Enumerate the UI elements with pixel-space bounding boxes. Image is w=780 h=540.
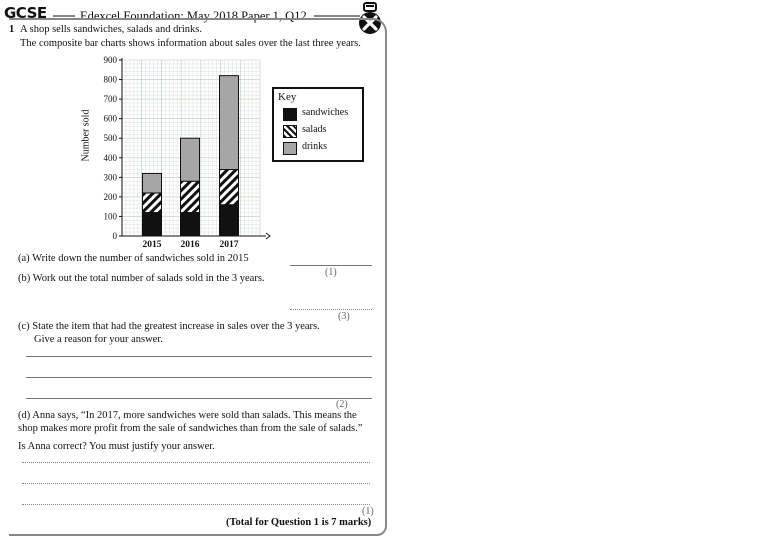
part-a-text: (a) Write down the number of sandwiches sold in 2015	[18, 253, 249, 264]
composite-bar-chart	[80, 52, 280, 250]
bar-sandwiches-2016	[181, 213, 200, 236]
key-label-drinks: drinks	[302, 141, 327, 152]
part-b-text: (b) Work out the total number of salads sold in the 3 years.	[18, 273, 265, 284]
header-source: Edexcel Foundation: May 2018 Paper 1, Q12	[80, 9, 307, 23]
gcse-logo: GCSE	[4, 4, 47, 22]
y-tick-label: 800	[103, 74, 117, 85]
question-number: 1	[9, 24, 15, 35]
header-rule-left	[53, 15, 75, 17]
key-swatch-salads	[283, 125, 297, 138]
header-rule-right	[314, 15, 360, 17]
y-tick-label: 400	[103, 152, 117, 163]
y-tick-label: 600	[103, 113, 117, 124]
question-intro-2: The composite bar charts shows information about sales over the last three years.	[20, 38, 361, 49]
part-a-answer-line[interactable]	[290, 265, 372, 266]
bar-sandwiches-2015	[143, 213, 162, 236]
bar-salads-2017	[220, 170, 239, 205]
bar-salads-2016	[181, 181, 200, 212]
x-tick-label-2017: 2017	[219, 240, 239, 250]
part-c-answer-line-2[interactable]	[26, 377, 372, 378]
part-d-marks: (1)	[362, 506, 374, 517]
part-d-text-2: shop makes more profit from the sale of sandwiches than from the sale of salads.”	[18, 423, 363, 434]
bar-drinks-2015	[143, 173, 162, 193]
part-c-marks: (2)	[336, 399, 348, 410]
part-c-answer-line-1[interactable]	[26, 356, 372, 357]
part-d-answer-line-1[interactable]	[22, 462, 370, 463]
y-tick-label: 500	[103, 133, 117, 144]
part-c-text: (c) State the item that had the greatest increase in sales over the 3 years.	[18, 321, 320, 332]
key-label-sandwiches: sandwiches	[302, 107, 349, 118]
key-swatch-sandwiches	[283, 108, 297, 121]
part-b-answer-line[interactable]	[290, 309, 372, 310]
y-axis-label: Number sold	[80, 109, 92, 162]
part-d-text: (d) Anna says, “In 2017, more sandwiches were sold than salads. This means the	[18, 410, 357, 421]
key-label-salads: salads	[302, 124, 327, 135]
y-tick-label: 200	[103, 191, 117, 202]
bar-sandwiches-2017	[220, 205, 239, 236]
part-a-marks: (1)	[325, 267, 337, 278]
part-b-marks: (3)	[338, 311, 350, 322]
bar-drinks-2016	[181, 138, 200, 181]
y-tick-label: 0	[112, 231, 117, 241]
y-tick-label: 100	[103, 211, 117, 222]
question-intro-1: A shop sells sandwiches, salads and drinks.	[20, 24, 202, 35]
bar-drinks-2017	[220, 76, 239, 170]
key-title: Key	[278, 91, 297, 103]
part-c-text-2: Give a reason for your answer.	[34, 334, 163, 345]
bar-salads-2015	[143, 193, 162, 213]
x-tick-label-2015: 2015	[142, 240, 162, 250]
part-d-answer-line-3[interactable]	[22, 504, 370, 505]
part-d-text-3: Is Anna correct? You must justify your answer.	[18, 441, 215, 452]
total-marks: (Total for Question 1 is 7 marks)	[226, 517, 372, 528]
y-tick-label: 300	[103, 172, 117, 183]
chart-key	[272, 87, 364, 162]
x-tick-label-2016: 2016	[180, 240, 200, 250]
part-c-answer-line-3[interactable]	[26, 398, 372, 399]
y-tick-label: 900	[103, 55, 117, 65]
key-swatch-drinks	[283, 142, 297, 155]
y-tick-label: 700	[103, 94, 117, 105]
part-d-answer-line-2[interactable]	[22, 483, 370, 484]
